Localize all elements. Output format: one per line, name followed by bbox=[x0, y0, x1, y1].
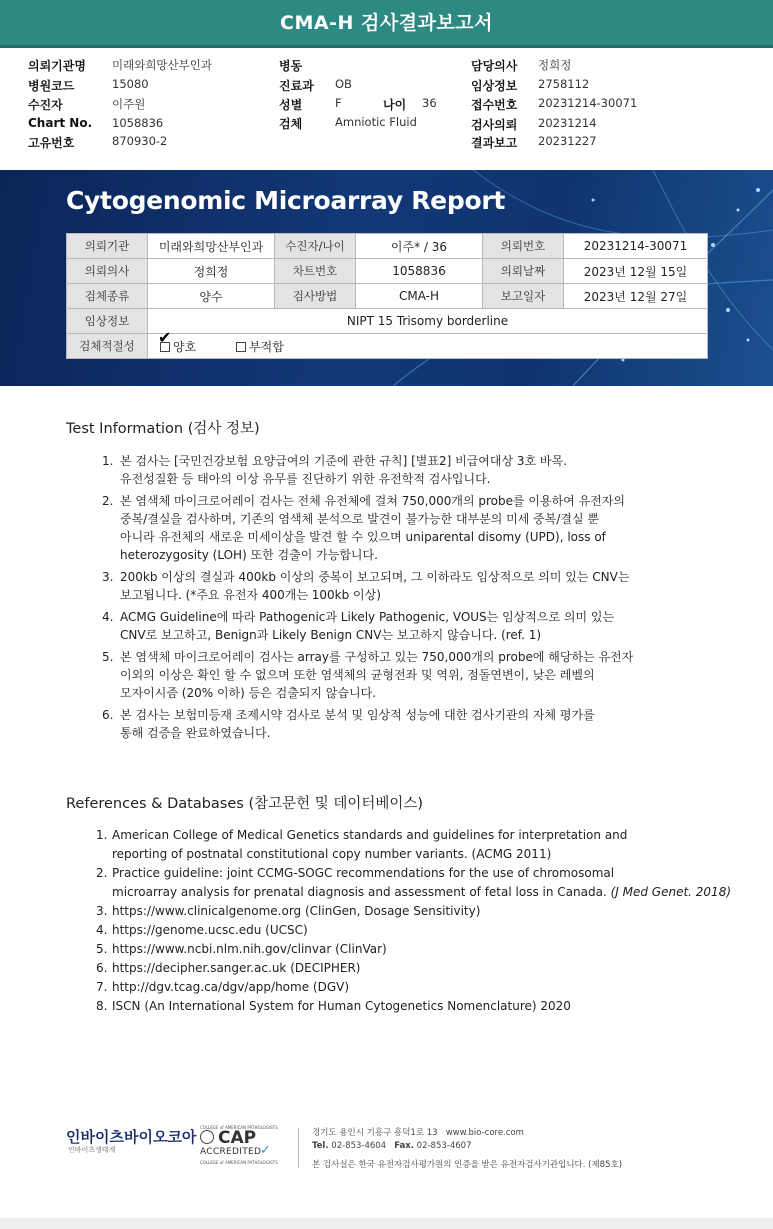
list-item: 3. https://www.clinicalgenome.org (ClinGen, Dosage Sensitivity) bbox=[96, 904, 481, 918]
table-header-cell: 의뢰기관 bbox=[67, 234, 148, 259]
header-value: OB bbox=[335, 77, 352, 91]
references-title: References & Databases (참고문헌 및 데이터베이스) bbox=[66, 796, 424, 812]
list-item: 6. https://decipher.sanger.ac.uk (DECIPHER) bbox=[96, 961, 361, 975]
page-bottom-band bbox=[0, 1218, 773, 1229]
table-cell: 미래와희망산부인과 bbox=[148, 234, 275, 259]
list-item: 3. 200kb 이상의 결실과 400kb 이상의 중복이 보고되며, 그 이하라도 임상적으로 의미 있는 CNV는 보고됩니다. (*주요 유전자 400개는 100kb 이상) bbox=[102, 570, 630, 602]
report-banner bbox=[0, 170, 773, 386]
header-field: 고유번호 bbox=[28, 136, 75, 150]
footer-notice: 본 검사실은 한국 유전자검사평가원의 인증을 받은 유전자검사기관입니다. (제85호) bbox=[312, 1160, 623, 1170]
footer-contact: Tel. 02-853-4604 Fax. 02-853-4607 bbox=[312, 1141, 472, 1151]
footer-website[interactable]: www.bio-core.com bbox=[445, 1128, 524, 1138]
table-header-cell: 검체적절성 bbox=[67, 334, 148, 359]
test-info-list bbox=[102, 452, 634, 742]
header-value: 이주원 bbox=[112, 97, 146, 111]
report-title-bar bbox=[0, 0, 773, 48]
header-value: Amniotic Fluid bbox=[335, 115, 417, 129]
header-value: 정희정 bbox=[538, 58, 572, 72]
adequacy-cell bbox=[148, 327, 708, 359]
table-row bbox=[67, 284, 708, 309]
list-item: 4. https://genome.ucsc.edu (UCSC) bbox=[96, 923, 308, 937]
header-field: 임상정보 bbox=[471, 79, 518, 93]
header-field: 접수번호 bbox=[471, 98, 518, 112]
header-field: 성별 bbox=[279, 98, 303, 112]
check-mark-icon: ✔ bbox=[158, 327, 172, 347]
table-cell: 이주* / 36 bbox=[356, 234, 483, 259]
cap-logo: COLLEGE of AMERICAN PATHOLOGISTS CAP ACCREDITED ✓ COLLEGE of AMERICAN PATHOLOGISTS bbox=[200, 1125, 278, 1165]
table-cell: 2023년 12월 27일 bbox=[564, 284, 708, 309]
references-list bbox=[96, 826, 732, 1016]
table-header-cell: 의뢰의사 bbox=[67, 259, 148, 284]
header-field: 검사의뢰 bbox=[471, 118, 518, 132]
header-value: 20231227 bbox=[538, 134, 597, 148]
company-logo-sub: 인바이츠생태계 bbox=[68, 1146, 116, 1154]
adequacy-good-option[interactable]: ✔ 양호 bbox=[158, 327, 197, 354]
header-field: 담당의사 bbox=[471, 59, 518, 73]
footer-divider bbox=[298, 1128, 299, 1168]
table-cell: CMA-H bbox=[356, 284, 483, 309]
cap-seal-icon bbox=[200, 1130, 214, 1144]
header-field: 수진자 bbox=[28, 98, 63, 112]
header-field: 나이 bbox=[383, 98, 407, 112]
header-value: 미래와희망산부인과 bbox=[112, 58, 212, 72]
report-title: CMA-H 검사결과보고서 bbox=[280, 12, 493, 34]
header-value: 36 bbox=[422, 96, 437, 110]
list-item: 8. ISCN (An International System for Human Cytogenetics Nomenclature) 2020 bbox=[96, 999, 571, 1013]
journal-citation: (J Med Genet. 2018) bbox=[610, 885, 732, 899]
header-field: 병원코드 bbox=[28, 79, 75, 93]
cap-check-icon: ✓ bbox=[260, 1143, 271, 1158]
list-item: 5. https://www.ncbi.nlm.nih.gov/clinvar (ClinVar) bbox=[96, 942, 387, 956]
header-value: 20231214 bbox=[538, 116, 597, 130]
header-value: 2758112 bbox=[538, 77, 590, 91]
header-value: 870930-2 bbox=[112, 134, 168, 148]
list-item: 1. 본 검사는 [국민건강보험 요양급여의 기준에 관한 규칙] [별표2] 비급여대상 3호 바목. 유전성질환 등 태아의 이상 유무를 진단하기 위한 유전학적 검사입니다. bbox=[102, 454, 567, 486]
adequacy-bad-option[interactable]: 부적합 bbox=[236, 338, 284, 355]
header-value: 15080 bbox=[112, 77, 149, 91]
header-field: Chart No. bbox=[28, 116, 93, 130]
list-item: 4. ACMG Guideline에 따라 Pathogenic과 Likely Pathogenic, VOUS는 임상적으로 의미 있는 CNV로 보고하고, Benign과 Likely Benign CNV는 보고하지 않습니다. (ref. 1) bbox=[102, 610, 615, 642]
list-item: 1. American College of Medical Genetics standards and guidelines for interpretation and reporting of postnatal constitutional copy number variants. (ACMG 2011) bbox=[96, 828, 628, 861]
table-header-cell: 의뢰번호 bbox=[483, 234, 564, 259]
list-item: 6. 본 검사는 보험미등재 조제시약 검사로 분석 및 임상적 성능에 대한 검사기관의 자체 평가를 통해 검증을 완료하였습니다. bbox=[102, 708, 595, 740]
table-header-cell: 의뢰날짜 bbox=[483, 259, 564, 284]
checkbox[interactable] bbox=[236, 342, 246, 352]
table-row bbox=[67, 234, 708, 259]
header-value: F bbox=[335, 96, 342, 110]
header-field: 결과보고 bbox=[471, 136, 518, 150]
table-cell: 2023년 12월 15일 bbox=[564, 259, 708, 284]
table-cell: 양수 bbox=[148, 284, 275, 309]
report-heading: Cytogenomic Microarray Report bbox=[66, 186, 505, 215]
header-field: 병동 bbox=[279, 59, 303, 73]
header-value: 20231214-30071 bbox=[538, 96, 638, 110]
table-header-cell: 차트번호 bbox=[275, 259, 356, 284]
table-header-cell: 검체종류 bbox=[67, 284, 148, 309]
report-info-table bbox=[66, 233, 708, 359]
table-row bbox=[67, 334, 708, 359]
table-cell: 정희정 bbox=[148, 259, 275, 284]
footer-address: 경기도 용인시 기흥구 흥덕1로 13 www.bio-core.com bbox=[312, 1128, 524, 1138]
table-header-cell: 검사방법 bbox=[275, 284, 356, 309]
test-info-title: Test Information (검사 정보) bbox=[66, 421, 260, 437]
table-row bbox=[67, 259, 708, 284]
table-header-cell: 임상정보 bbox=[67, 309, 148, 334]
header-field: 검체 bbox=[279, 117, 303, 131]
header-field: 의뢰기관명 bbox=[28, 59, 86, 73]
header-value: 1058836 bbox=[112, 116, 164, 130]
list-item: 2. 본 염색체 마이크로어레이 검사는 전체 유전체에 걸쳐 750,000개의 probe를 이용하여 유전자의 중복/결실을 검사하며, 기존의 염색체 분석으로 발견이 불가능한 대부분의 미세 중복/결실 뿐 아니라 유전체의 새로운 미세이상을 발견 할 수 있으며 uniparental disomy (UPD), loss of heterozygosity (LOH) 또한 검출이 가능합니다. bbox=[102, 494, 625, 562]
table-header-cell: 보고일자 bbox=[483, 284, 564, 309]
table-cell: 20231214-30071 bbox=[564, 234, 708, 259]
header-field: 진료과 bbox=[279, 79, 314, 93]
table-cell: 1058836 bbox=[356, 259, 483, 284]
company-logo: 인바이츠바이오코아 bbox=[66, 1128, 197, 1146]
table-header-cell: 수진자/나이 bbox=[275, 234, 356, 259]
list-item: 2. Practice guideline: joint CCMG-SOGC recommendations for the use of chromosomal microarray analysis for prenatal diagnosis and assessment of fetal loss in Canada. (J Med Genet. 2018) bbox=[96, 866, 732, 899]
clinical-info-cell: NIPT 15 Trisomy borderline bbox=[148, 309, 708, 334]
list-item: 5. 본 염색체 마이크로어레이 검사는 array를 구성하고 있는 750,000개의 probe에 해당하는 유전자 이외의 이상은 확인 할 수 없으며 또한 염색체의 균형전좌 및 역위, 점돌연변이, 낮은 레벨의 모자이시즘 (20% 이하) 등은 검출되지 않습니다. bbox=[102, 650, 634, 700]
list-item: 7. http://dgv.tcag.ca/dgv/app/home (DGV) bbox=[96, 980, 350, 994]
